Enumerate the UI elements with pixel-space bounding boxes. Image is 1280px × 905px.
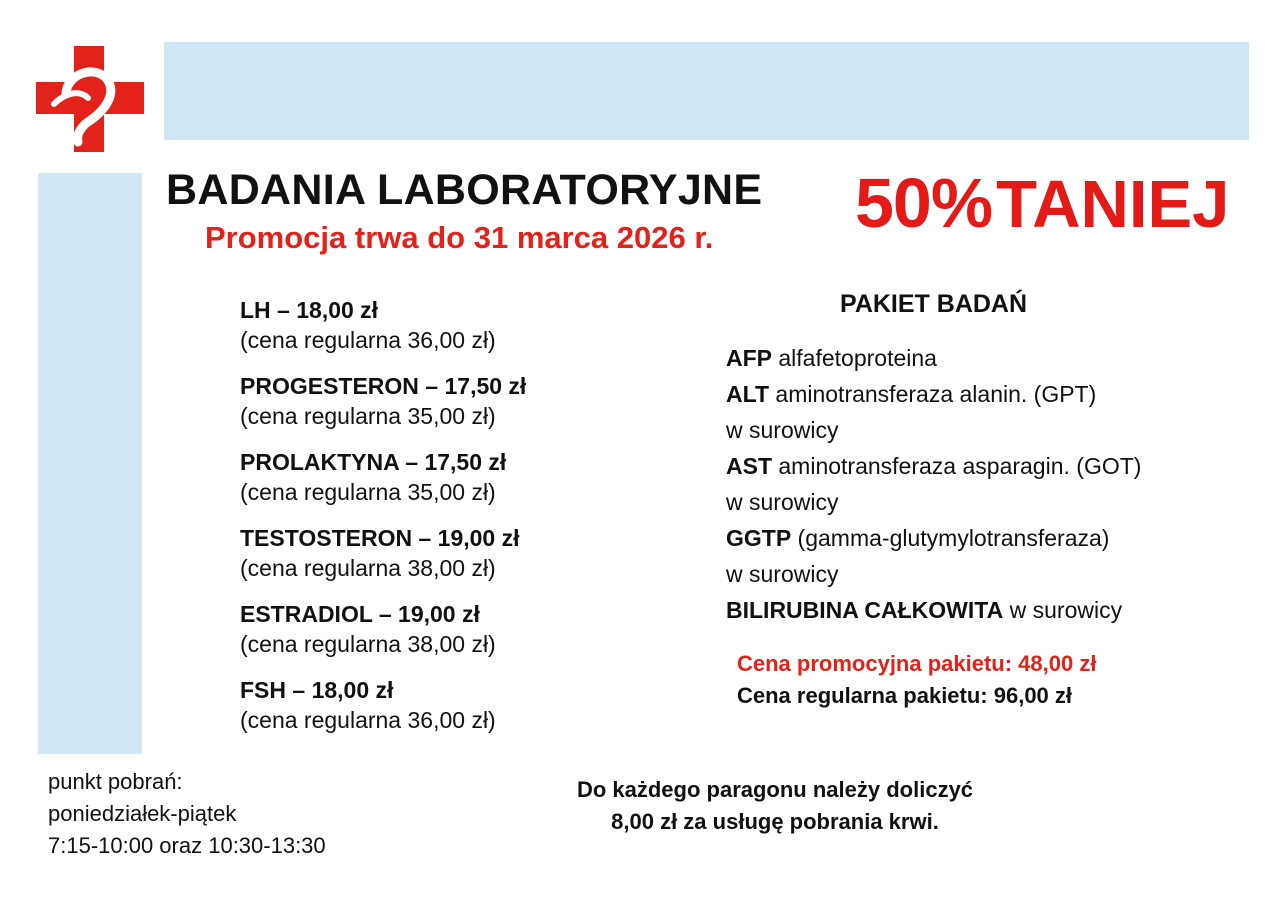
package-item-extra: w surowicy	[726, 561, 839, 587]
package-item-code: GGTP	[726, 525, 792, 551]
test-regular-price: (cena regularna 35,00 zł)	[240, 403, 496, 429]
test-name-price: LH – 18,00 zł	[240, 297, 379, 323]
note-line-1: Do każdego paragonu należy doliczyć	[576, 777, 974, 802]
package-prices	[737, 648, 1096, 712]
discount-banner	[855, 164, 1230, 242]
test-item	[240, 599, 660, 659]
package-item-code: BILIRUBINA CAŁKOWITA	[726, 597, 1004, 623]
test-regular-price: (cena regularna 35,00 zł)	[240, 479, 496, 505]
package-item-desc: aminotransferaza asparagin. (GOT)	[772, 453, 1142, 479]
hours-label: punkt pobrań:	[48, 769, 183, 794]
page-title: BADANIA LABORATORYJNE	[166, 166, 763, 214]
package-item	[726, 520, 1246, 556]
package-item	[726, 448, 1246, 484]
test-price-list	[240, 295, 660, 751]
left-decor-band	[38, 173, 142, 754]
test-item	[240, 447, 660, 507]
discount-percent: 50%	[855, 164, 993, 242]
package-test-list	[726, 340, 1246, 628]
test-name-price: TESTOSTERON – 19,00 zł	[240, 525, 520, 551]
package-item-code: ALT	[726, 381, 770, 407]
test-regular-price: (cena regularna 38,00 zł)	[240, 631, 496, 657]
collection-point-hours	[48, 766, 326, 862]
note-line-2: 8,00 zł za usługę pobrania krwi.	[611, 809, 939, 834]
test-item	[240, 523, 660, 583]
test-regular-price: (cena regularna 36,00 zł)	[240, 327, 496, 353]
package-item	[726, 592, 1246, 628]
blood-collection-fee-note	[470, 774, 1080, 838]
package-item-extra: w surowicy	[726, 417, 839, 443]
test-name-price: FSH – 18,00 zł	[240, 677, 394, 703]
package-promo-price: Cena promocyjna pakietu: 48,00 zł	[737, 651, 1097, 676]
promotion-dates: Promocja trwa do 31 marca 2026 r.	[205, 220, 714, 255]
discount-word: TANIEJ	[996, 167, 1230, 242]
test-item	[240, 295, 660, 355]
test-item	[240, 675, 660, 735]
test-regular-price: (cena regularna 36,00 zł)	[240, 707, 496, 733]
package-item-desc: (gamma-glutymylotransferaza)	[791, 525, 1110, 551]
test-name-price: PROGESTERON – 17,50 zł	[240, 373, 527, 399]
package-item-code: AFP	[726, 345, 772, 371]
package-item	[726, 340, 1246, 376]
test-name-price: ESTRADIOL – 19,00 zł	[240, 601, 480, 627]
package-item-extra: w surowicy	[726, 489, 839, 515]
test-regular-price: (cena regularna 38,00 zł)	[240, 555, 496, 581]
hours-days: poniedziałek-piątek	[48, 801, 237, 826]
red-cross-heart-logo-icon	[36, 46, 144, 152]
package-item-desc: w surowicy	[1003, 597, 1123, 623]
package-item-code: AST	[726, 453, 772, 479]
test-item	[240, 371, 660, 431]
package-item-desc: aminotransferaza alanin. (GPT)	[769, 381, 1097, 407]
package-item-desc: alfafetoproteina	[772, 345, 937, 371]
package-regular-price: Cena regularna pakietu: 96,00 zł	[737, 683, 1073, 708]
top-decor-band	[164, 42, 1249, 140]
package-title: PAKIET BADAŃ	[840, 290, 1028, 318]
hours-times: 7:15-10:00 oraz 10:30-13:30	[48, 833, 326, 858]
package-item	[726, 376, 1246, 412]
test-name-price: PROLAKTYNA – 17,50 zł	[240, 449, 507, 475]
